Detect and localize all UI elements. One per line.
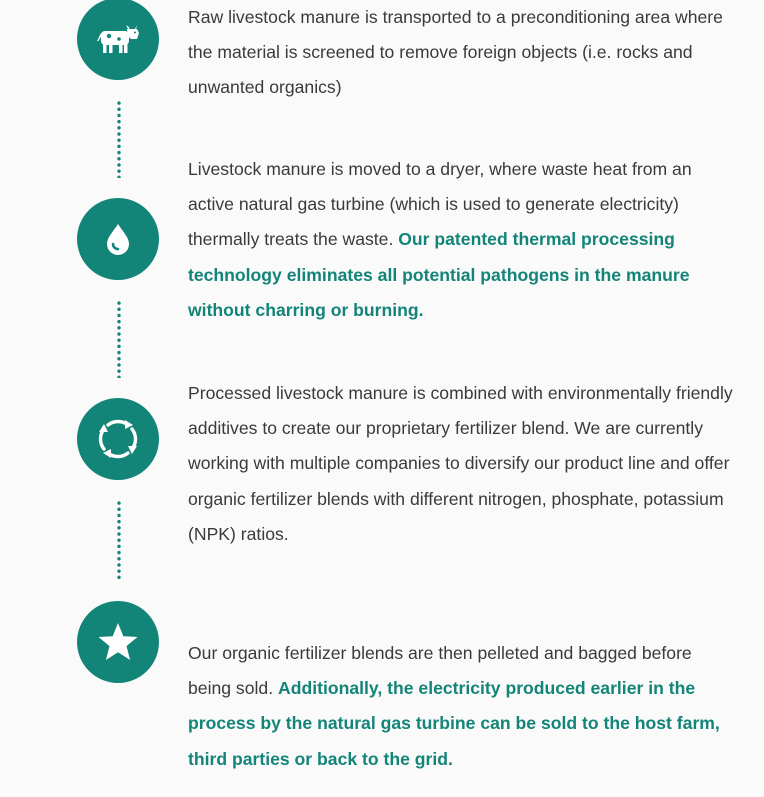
step-1-description: [188, 0, 736, 106]
step-3-description: [188, 376, 736, 552]
connector-dots-2: [117, 300, 121, 378]
step-1-text: Raw livestock manure is transported to a preconditioning area where the material is screened to remove foreign objects (i.e. rocks and unwanted organics): [188, 7, 723, 98]
star-icon: [96, 620, 140, 664]
step-2-description: [188, 152, 736, 328]
step-4-description: [188, 636, 736, 777]
step-4-icon-circle: [77, 601, 159, 683]
step-2-highlight: Our patented thermal processing technology eliminates all potential pathogens in the manure without charring or burning.: [188, 229, 690, 320]
recycle-icon: [95, 416, 141, 462]
step-3-icon-circle: [77, 398, 159, 480]
step-4-text: Our organic fertilizer blends are then pelleted and bagged before being sold.: [188, 643, 692, 699]
connector-dots-3: [117, 500, 121, 580]
cow-icon: [93, 19, 143, 59]
step-2-icon-circle: [77, 198, 159, 280]
step-2-text: Livestock manure is moved to a dryer, where waste heat from an active natural gas turbine (which is used to generate electricity) thermally treats the waste.: [188, 159, 692, 250]
droplet-icon: [103, 222, 133, 256]
connector-dots-1: [117, 100, 121, 178]
step-4-highlight: Additionally, the electricity produced earlier in the process by the natural gas turbine can be sold to the host farm, third parties or back to the grid.: [188, 678, 720, 769]
step-1-icon-circle: [77, 0, 159, 80]
step-3-text: Processed livestock manure is combined with environmentally friendly additives to create our proprietary fertilizer blend. We are currently working with multiple companies to diversify our product line and offer organic fertilizer blends with different nitrogen, phosphate, potassium (NPK) ratios.: [188, 383, 733, 544]
